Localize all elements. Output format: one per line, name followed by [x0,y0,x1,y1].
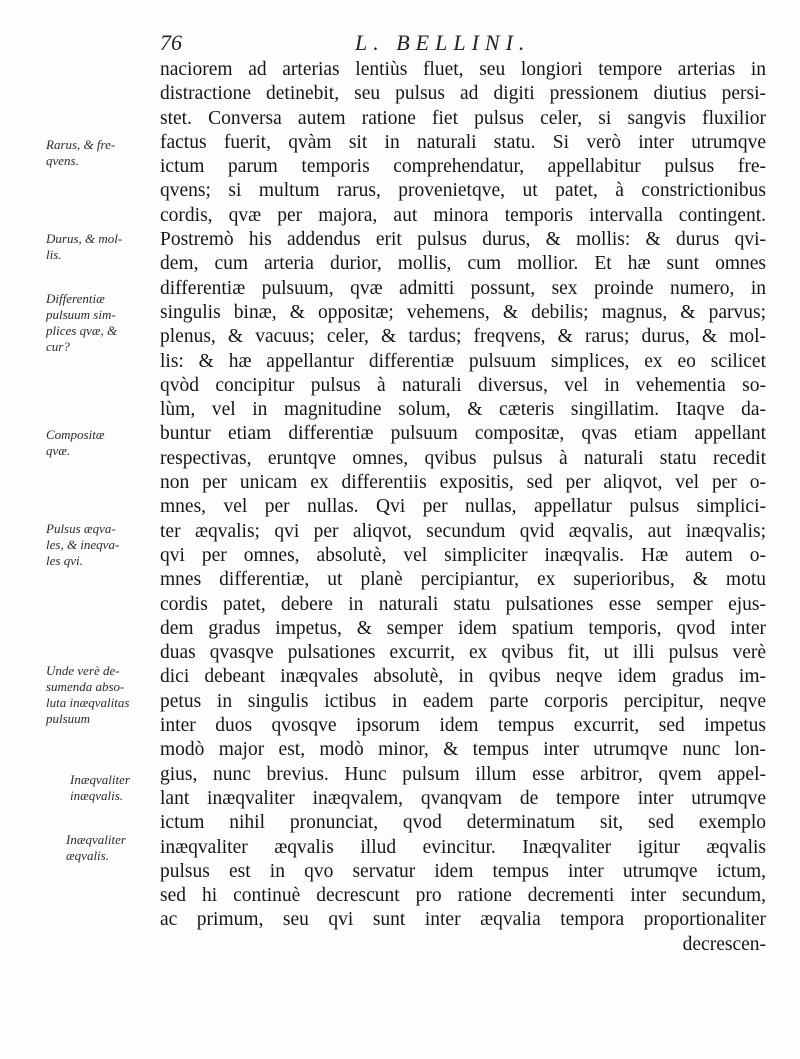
text-line: factus fuerit, qvàm sit in naturali statu. Si verò inter utrumqve [160,131,766,153]
text-line: sed hi continuè decrescunt pro ratione decrementi inter secundum, [160,885,766,907]
margin-note-line: pulsuum [46,711,91,726]
text-line: duas qvasqve pulsationes excurrit, ex qvibus fit, ut illi pulsus verè [160,642,766,664]
running-head: L. BELLINI. [355,30,531,55]
margin-note-unde-vere [46,663,158,727]
text-line: respectivas, eruntqve omnes, qvibus pulsus à naturali statu recedit [160,447,766,469]
margin-note-line: Rarus, & fre- [46,137,116,152]
text-line: lis: & hæ appellantur differentiæ pulsuum simplices, ex eo scilicet [160,350,766,372]
text-line: ter æqvalis; qvi per aliqvot, secundum qvid æqvalis, aut inæqvalis; [160,520,766,542]
margin-note-compositae [46,427,158,459]
main-text-block [160,58,766,957]
text-line: pulsus est in qvo servatur idem tempus inter utrumqve ictum, [160,860,766,882]
text-line: dem gradus impetus, & semper idem spatium temporis, qvod inter [160,617,766,639]
text-line: decrescen- [682,933,766,955]
margin-note-inaequaliter-inaequalis [70,772,182,804]
margin-note-line: Differentiæ [46,291,105,306]
margin-note-line: inæqvalis. [70,788,124,803]
text-line: cordis, qvæ per majora, aut minora temporis intervalla contingent. [160,204,766,226]
text-line: inter duos qvosqve ipsorum idem tempus excurrit, sed impetus [160,715,766,737]
text-line: dem, cum arteria durior, mollis, cum mollior. Et hæ sunt omnes [160,253,766,275]
text-line: ac primum, seu qvi sunt inter æqvalia tempora proportionaliter [160,909,766,931]
text-line: lant inæqvaliter inæqvalem, qvanqvam de tempore inter utrumqve [160,787,766,809]
margin-note-line: Durus, & mol- [46,231,123,246]
margin-note-line: luta inæqvalitas [46,695,130,710]
margin-note-line: qvens. [46,153,79,168]
margin-note-line: Inæqvaliter [70,772,130,787]
margin-note-line: pulsuum sim- [46,307,116,322]
margin-note-inaequaliter-aequalis [66,832,178,864]
margin-note-line: æqvalis. [66,848,109,863]
margin-note-durus-mollis [46,231,158,263]
text-line: differentiæ pulsuum, qvæ admitti possunt, sex proinde numero, in [160,277,766,299]
margin-note-line: cur? [46,339,70,354]
text-line: gius, nunc brevius. Hunc pulsum illum esse arbitror, qvem appel- [160,763,766,785]
text-line: plenus, & vacuus; celer, & tardus; freqvens, & rarus; durus, & mol- [160,326,766,348]
margin-note-line: les qvi. [46,553,83,568]
text-line: cordis patet, debere in naturali statu pulsationes esse semper ejus- [160,593,766,615]
margin-note-rarus-frequens [46,137,158,169]
margin-note-line: lis. [46,247,62,262]
text-line: qvòd concipitur pulsus à naturali diversus, vel in vehementia so- [160,374,766,396]
margin-note-line: Inæqvaliter [66,832,126,847]
margin-note-pulsus-aequales [46,521,158,569]
text-line: qvi per omnes, absolutè, vel simpliciter inæqvalis. Hæ autem o- [160,544,766,566]
text-line: distractione detinebit, seu pulsus ad digiti pressionem diutius persi- [160,83,766,105]
text-line: singulis binæ, & oppositæ; vehemens, & debilis; magnus, & parvus; [160,301,766,323]
text-line: Postremò his addendus erit pulsus durus, & mollis: & durus qvi- [160,229,766,251]
text-line: ictum nihil pronunciat, qvod determinatum sit, sed exemplo [160,812,766,834]
text-line: mnes differentiæ, ut planè percipiantur, ex superioribus, & motu [160,569,766,591]
text-line: stet. Conversa autem ratione fiet pulsus celer, si sangvis fluxilior [160,107,766,129]
margin-note-line: les, & ineqva- [46,537,120,552]
text-line: non per unicam ex differentiis expositis, sed per aliqvot, vel per o- [160,472,766,494]
text-line: dici debeant inæqvales absolutè, in qvibus neqve idem gradus im- [160,666,766,688]
page-number: 76 [160,30,182,55]
margin-note-differentiae-simplices [46,291,158,355]
text-line: buntur etiam differentiæ pulsuum compositæ, qvas etiam appellant [160,423,766,445]
text-line: lùm, vel in magnitudine solum, & cæteris singillatim. Itaqve da- [160,399,766,421]
text-line: ictum parum temporis comprehendatur, appellabitur pulsus fre- [160,156,766,178]
margin-note-line: qvæ. [46,443,71,458]
margin-note-line: Pulsus æqva- [46,521,116,536]
page-header [150,30,770,58]
text-line: petus in singulis ictibus in eadem parte corporis percipitur, neqve [160,690,766,712]
margin-note-line: Compositæ [46,427,105,442]
text-line: qvens; si multum rarus, provenietqve, ut patet, à constrictionibus [160,180,766,202]
margin-note-line: plices qvæ, & [46,323,118,338]
text-line: naciorem ad arterias lentiùs fluet, seu longiori tempore arterias in [160,59,766,80]
text-line: mnes, vel per nullas. Qvi per nullas, appellatur pulsus simplici- [160,496,766,518]
text-line: modò major est, modò minor, & tempus inter utrumqve nunc lon- [160,739,766,761]
margin-note-line: Unde verè de- [46,663,120,678]
text-line: inæqvaliter æqvalis illud evincitur. Inæqvaliter igitur æqvalis [160,836,766,858]
margin-note-line: sumenda abso- [46,679,125,694]
